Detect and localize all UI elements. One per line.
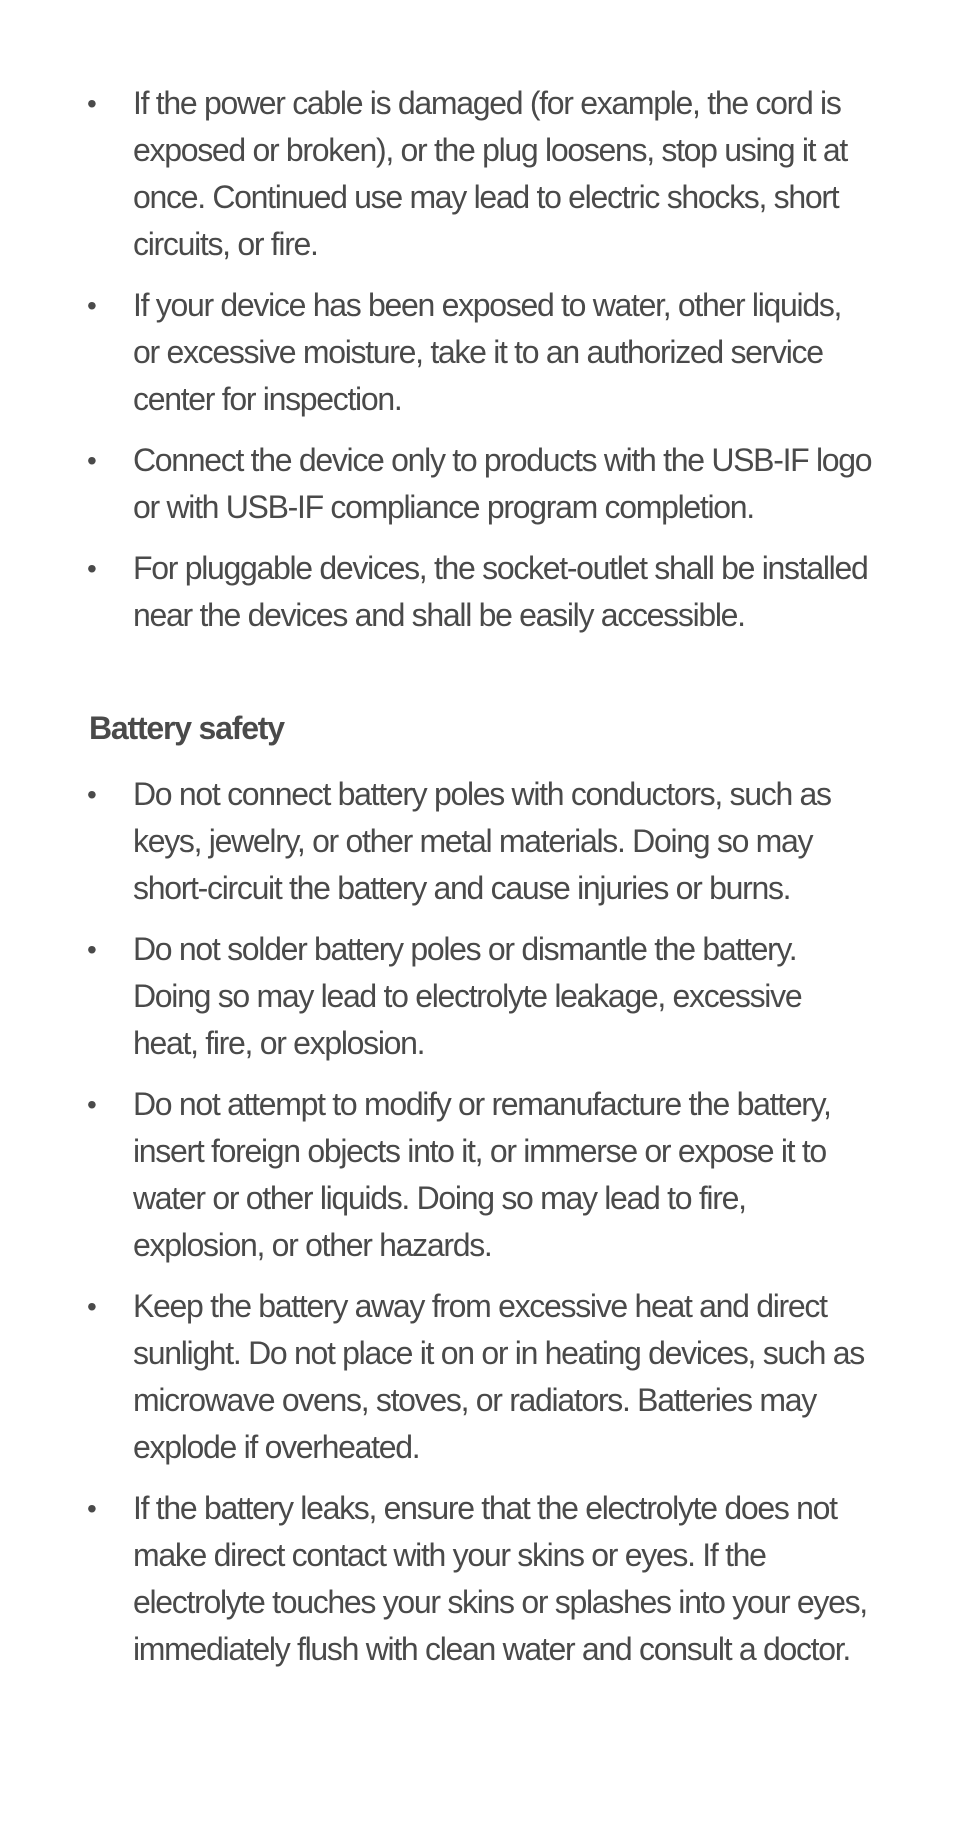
list-item-text: If your device has been exposed to water, other liquids, or excessive moisture, take it to an authorized service center for inspection. [133, 287, 842, 417]
list-item-text: Connect the device only to products with the USB-IF logo or with USB-IF compliance program completion. [133, 442, 872, 525]
list-item [0, 80, 873, 268]
bullet-icon: • [87, 1493, 97, 1524]
list-item [0, 926, 873, 1067]
bullet-icon: • [87, 1089, 97, 1120]
list-item [0, 1283, 873, 1471]
list-item [0, 545, 873, 639]
bullet-icon: • [87, 88, 97, 119]
power-safety-list [0, 80, 873, 653]
list-item [0, 282, 873, 423]
list-item [0, 1485, 873, 1673]
bullet-icon: • [87, 1291, 97, 1322]
list-item-text: Do not solder battery poles or dismantle the battery. Doing so may lead to electrolyte leakage, excessive heat, fire, or explosion. [133, 931, 802, 1061]
list-item [0, 1081, 873, 1269]
bullet-icon: • [87, 553, 97, 584]
bullet-icon: • [87, 934, 97, 965]
list-item-text: Do not attempt to modify or remanufacture the battery, insert foreign objects into it, or immerse or expose it to water or other liquids. Doing so may lead to fire, explosion, or other hazards. [133, 1086, 831, 1263]
list-item-text: If the battery leaks, ensure that the electrolyte does not make direct contact with your skins or eyes. If the electrolyte touches your skins or splashes into your eyes, immediately flush with clean water and consult a doctor. [133, 1490, 867, 1667]
list-item-text: Keep the battery away from excessive heat and direct sunlight. Do not place it on or in heating devices, such as microwave ovens, stoves, or radiators. Batteries may explode if overheated. [133, 1288, 864, 1465]
list-item [0, 771, 873, 912]
bullet-icon: • [87, 779, 97, 810]
section-heading: Battery safety [89, 710, 284, 746]
list-item [0, 437, 873, 531]
bullet-icon: • [87, 290, 97, 321]
list-item-text: If the power cable is damaged (for example, the cord is exposed or broken), or the plug loosens, stop using it at once. Continued use may lead to electric shocks, short circuits, or fire. [133, 85, 847, 262]
bullet-icon: • [87, 445, 97, 476]
list-item-text: For pluggable devices, the socket-outlet shall be installed near the devices and shall be easily accessible. [133, 550, 868, 633]
battery-safety-list [0, 771, 873, 1687]
list-item-text: Do not connect battery poles with conductors, such as keys, jewelry, or other metal materials. Doing so may short-circuit the battery and cause injuries or burns. [133, 776, 831, 906]
